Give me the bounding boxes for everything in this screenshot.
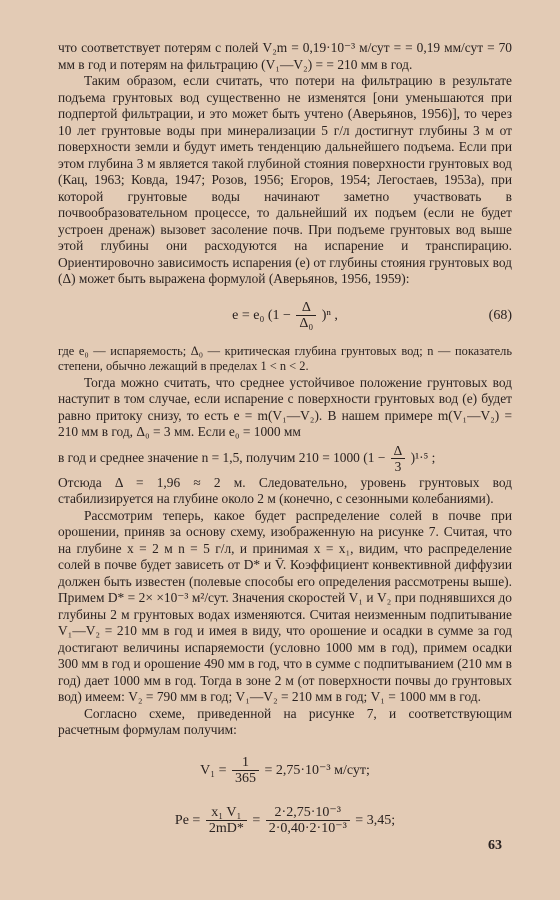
- formula-pe-fraction-2: [266, 805, 350, 836]
- p4-formula-left: в год и среднее значение n = 1,5, получим 210 = 1000: [58, 449, 360, 465]
- formula-pe-lhs: Pe =: [174, 812, 201, 828]
- paragraph-4: Тогда можно считать, что среднее устойчивое положение грунтовых вод наступит в том случае, если испарение с поверхности грунтовых вод (е) будет равно притоку снизу, то есть e = m(V₁—V₂). В нашем примере m(V₁—V₂) = 210 мм в год, Δ₀ = 3 мм. Если e₀ = 1000 мм: [58, 374, 512, 439]
- paragraph-3: где e₀ — испаряемость; Δ₀ — критическая глубина грунтовых вод; n — показатель степени, обычно лежащий в пределах 1 < n < 2.: [58, 343, 512, 373]
- paragraph-1: что соответствует потерям с полей V₂m = 0,19·10⁻³ м/сут = = 0,19 мм/сут = 70 мм в год и потерям на фильтрацию (V₁—V₂) = = 210 мм в год.: [58, 40, 512, 72]
- p4-formula-paren: (1 −: [363, 449, 386, 465]
- p4-formula-numerator: Δ: [391, 443, 406, 459]
- paragraph-5: Отсюда Δ = 1,96 ≈ 2 м. Следовательно, уровень грунтовых вод стабилизируется на глубине около 2 м (конечно, с сезонными колебаниями).: [58, 474, 512, 506]
- paragraph-2: Таким образом, если считать, что потери на фильтрацию в результате подъема грунтовых вод существенно не изменятся [они уменьшаются при подпертой фильтрации, и это может быть учтено (Аверьянов, 1956)], то через 10 лет грунтовые воды при минерализации 5 г/л достигнут глубины 3 м от поверхности земли и будут иметь тенденцию дальнейшего подъема. Если при этом глубина 3 м является такой глубиной стояния поверхности грунтовых вод (Кац, 1963; Ковда, 1947; Розов, 1956; Егоров, 1954; Легостаев, 1953а), при которой грунтовые воды начинают заметно участвовать в почвообразовательном процессе, то дальнейший их подъем (если не будет устроен дренаж) вызовет засоление почв. При подъеме грунтовых вод выше этой глубины они расходуются на испарение и транспирацию. Ориентировочно зависимость испарения (е) от глубины стояния грунтовых вод (Δ) может быть выражена формулой (Аверьянов, 1956, 1959):: [58, 73, 512, 286]
- formula-68-lhs: e = e₀: [232, 307, 265, 323]
- page-number: 63: [488, 837, 502, 853]
- formula-pe-denominator-1: 2mD*: [208, 820, 244, 836]
- formula-v1-rhs: = 2,75·10⁻³ м/сут;: [264, 762, 370, 778]
- formula-68-fraction: [296, 300, 316, 331]
- formula-v1-denominator: 365: [234, 770, 256, 786]
- p4-formula-denominator: 3: [394, 458, 402, 474]
- formula-v1-numerator: 1: [232, 755, 259, 771]
- formula-v1-lhs: V₁ =: [200, 762, 227, 778]
- formula-68-number: (68): [488, 307, 512, 323]
- formula-68-paren-close: )ⁿ ,: [321, 307, 338, 323]
- formula-pe-denominator-2: 2·0,40·2·10⁻³: [268, 820, 347, 836]
- paragraph-4-formula-line: [58, 441, 512, 475]
- paragraph-6: Рассмотрим теперь, какое будет распределение солей в почве при орошении, приняв за основу схему, изображенную на рисунке 7. Считая, что на глубине x = 2 м n = 5 г/л, и принимая x = x₁, видим, что распределение солей в почве будет зависеть от D* и V̄. Коэффициент конвективной диффузии должен быть известен (полевые способы его определения рассмотрены выше). Примем D* = 2× ×10⁻³ м²/сут. Значения скоростей V₁ и V₂ при поднявшихся до глубины 2 м грунтовых водах изменяются. Считая неизменным подпитывание V₁—V₂ = 210 мм в год и имея в виду, что орошение и осадки в сумме за год достигают величины испаряемости (условно 1000 мм в год), примем осадки 300 мм в год и орошение 490 мм в год, что в сумме с подпитыванием (210 мм в год) дает 1000 мм в год. Тогда в зоне 2 м (от поверхности почвы до грунтовых вод) имеем: V₂ = 790 мм в год; V₁—V₂ = 210 мм в год; V₁ = 1000 мм в год.: [58, 507, 512, 704]
- formula-pe-numerator-2: 2·2,75·10⁻³: [266, 805, 350, 821]
- formula-pe-rhs: = 3,45;: [355, 812, 396, 828]
- formula-68: [58, 294, 512, 338]
- formula-pe-fraction-1: [206, 805, 247, 836]
- formula-pe-numerator-1: x₁ V₁: [206, 805, 247, 821]
- formula-v1-fraction: [232, 755, 259, 786]
- formula-v1: [58, 749, 512, 793]
- formula-68-denominator: Δ₀: [299, 315, 314, 331]
- p4-formula-right: )¹·⁵ ;: [410, 449, 436, 465]
- formula-pe: [58, 799, 512, 843]
- formula-68-paren-open: (1 −: [267, 307, 291, 323]
- formula-pe-equals: =: [252, 812, 261, 828]
- paragraph-7: Согласно схеме, приведенной на рисунке 7, и соответствующим расчетным формулам получим:: [58, 705, 512, 737]
- p4-formula-fraction: [391, 443, 406, 474]
- formula-68-numerator: Δ: [296, 300, 316, 316]
